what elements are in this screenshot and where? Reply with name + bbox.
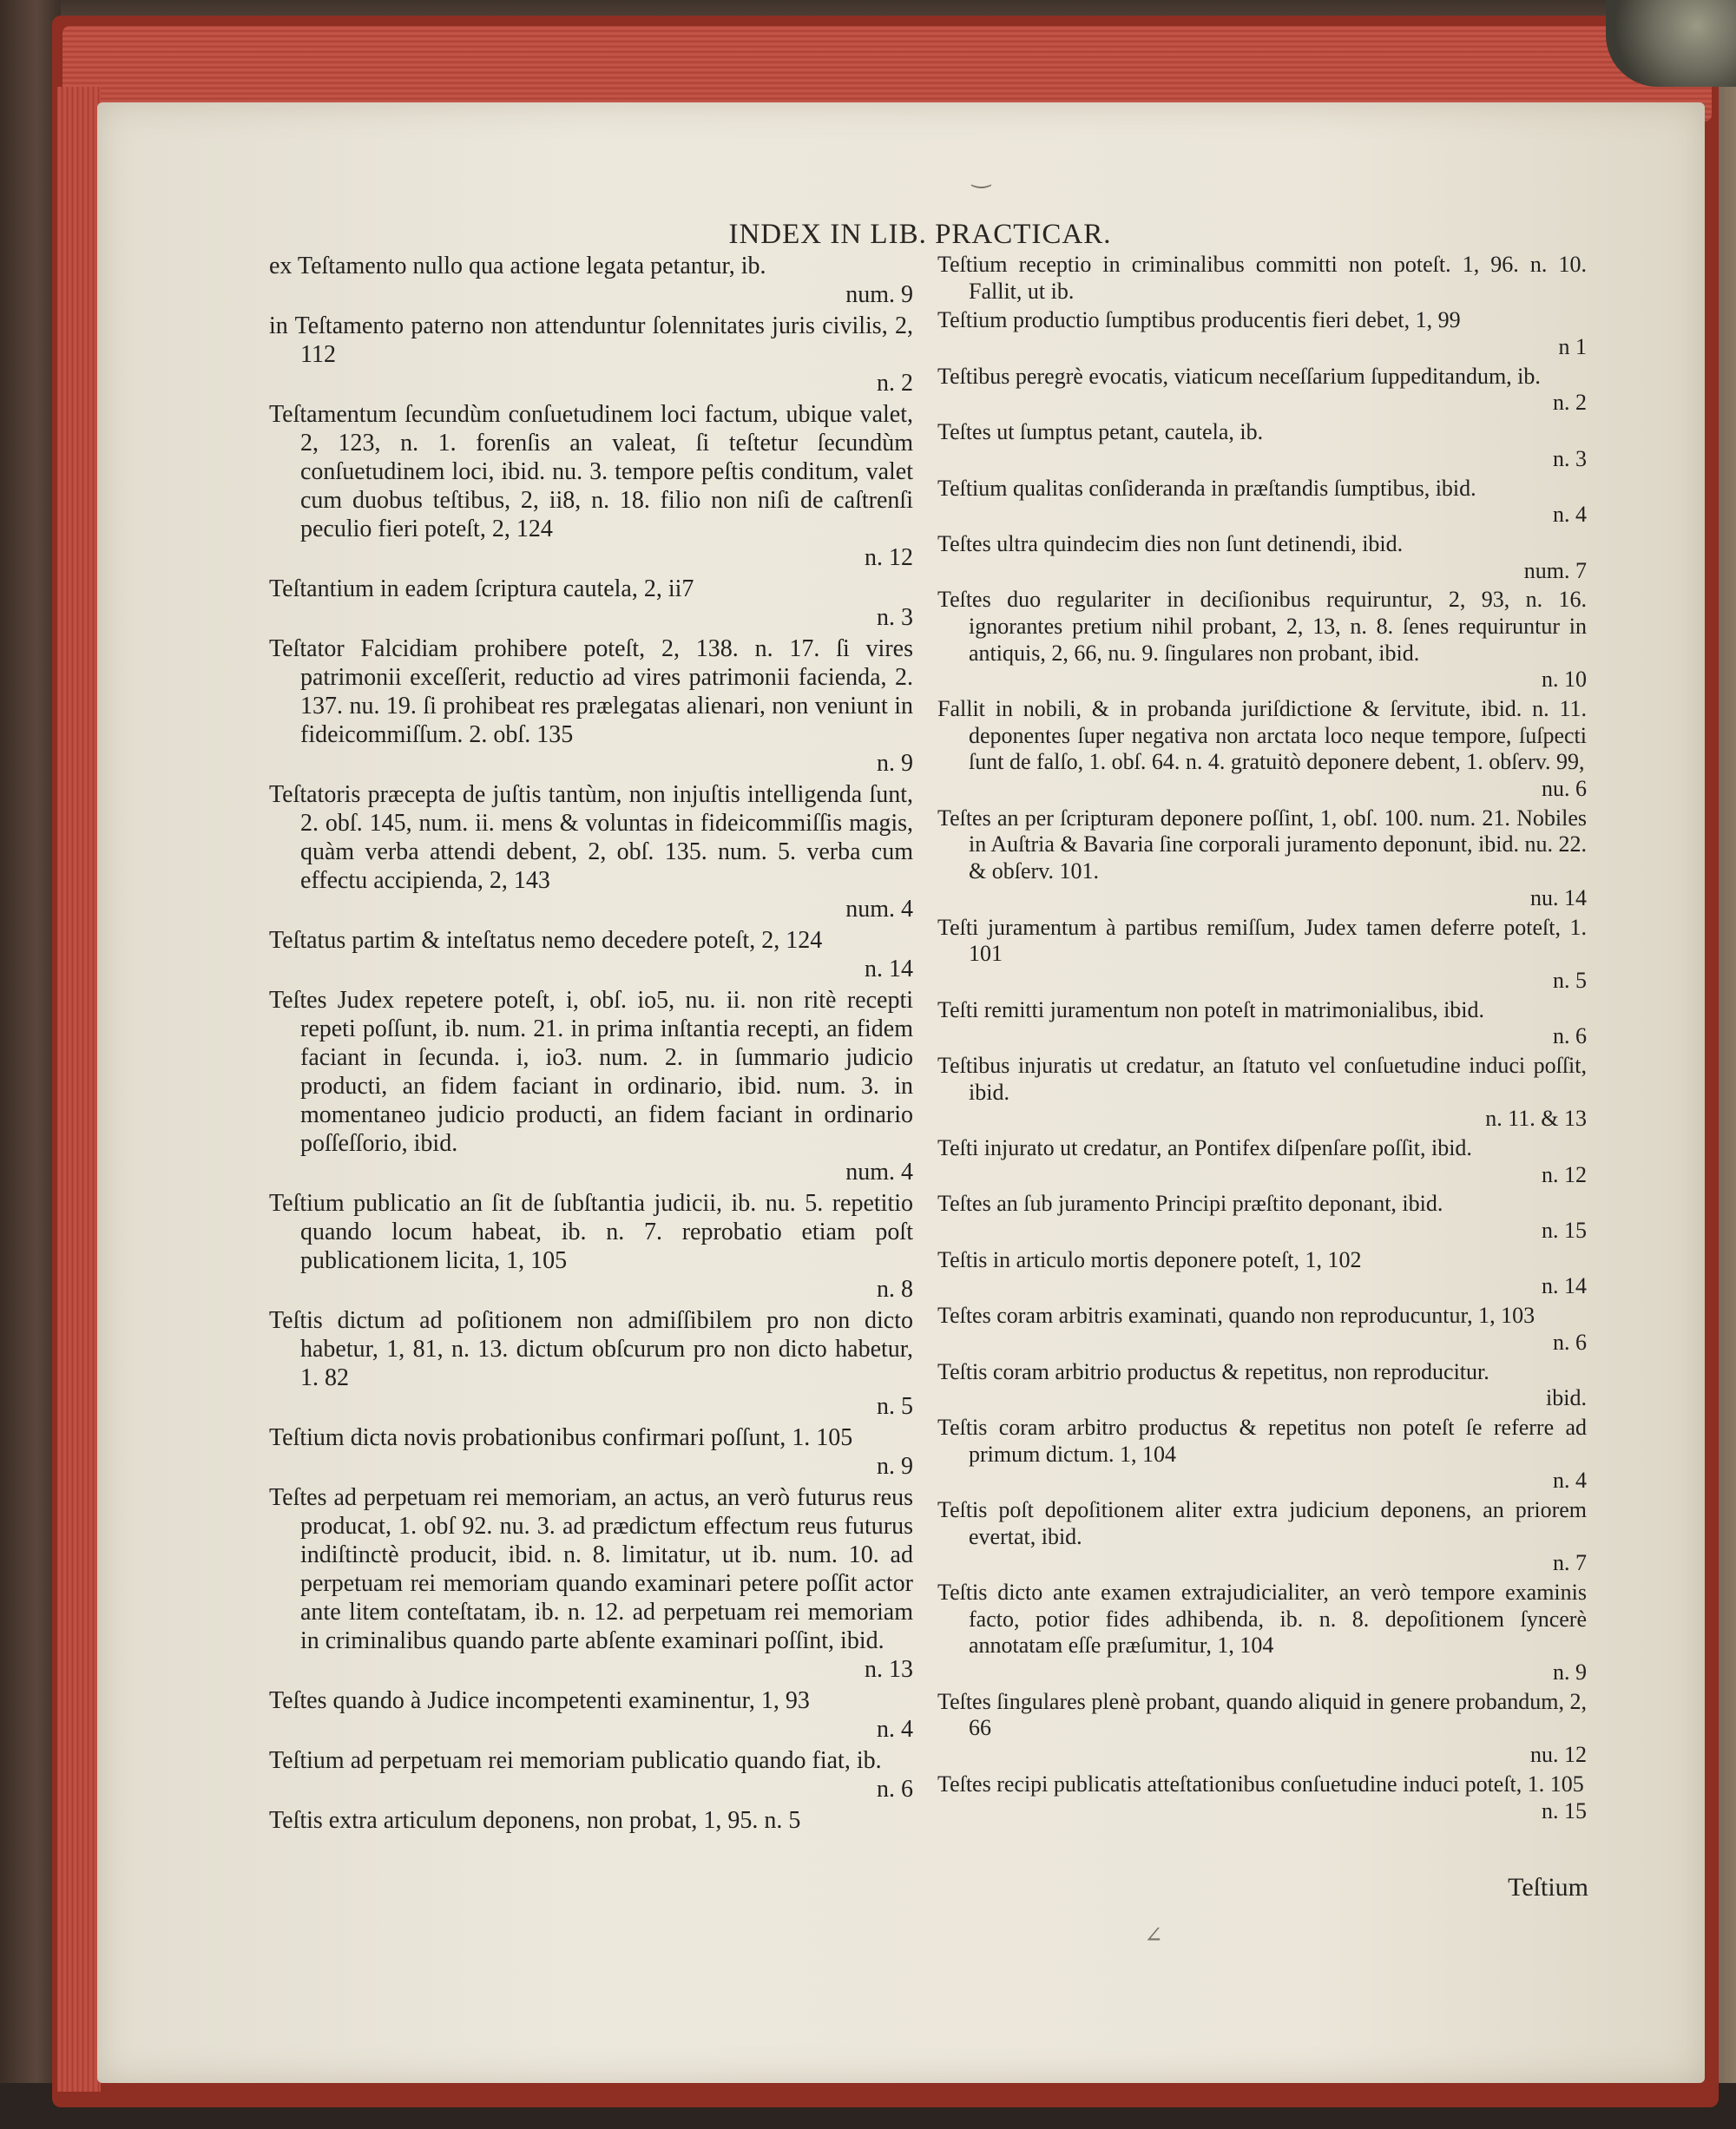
- entry-text: Teſtium receptio in criminalibus committi non poteſt. 1, 96. n. 10. Fallit, ut ib.: [937, 252, 1587, 304]
- entry-text: Teſti injurato ut credatur, an Pontifex diſpenſare poſſit, ibid.: [937, 1135, 1472, 1160]
- entry-text: Teſtes ad perpetuam rei memoriam, an actus, an verò futurus reus producat, 1. obſ 92. nu. 3. ad prædictum effectum reus futurus indiſtinctè producit, ibid. n. 8. limitatur, ut ib. num. 10. ad perpetuam rei memoriam quando examinari petere poſſit actor ante litem conteſtatam, ib. n. 12. ad perpetuam rei memoriam in criminalibus quando parte abſente examinari poſſint, ibid.: [269, 1484, 913, 1654]
- entry-text: Teſtium ad perpetuam rei memoriam publicatio quando fiat, ib.: [269, 1747, 882, 1774]
- entry-reference: n. 15: [1542, 1797, 1587, 1823]
- index-entry: [937, 1689, 1587, 1769]
- index-entry: [937, 1771, 1587, 1824]
- entry-reference: nu. 14: [1530, 884, 1587, 910]
- index-entry: [937, 1497, 1587, 1577]
- entry-reference: nu. 12: [1530, 1742, 1587, 1768]
- index-entry: [937, 1053, 1587, 1133]
- index-entry: [937, 1135, 1587, 1188]
- entry-reference: n. 9: [877, 750, 913, 777]
- entry-reference: n. 7: [1553, 1550, 1587, 1576]
- entry-text: Teſtis dicto ante examen extrajudicialiter, an verò tempore examinis facto, potior fides adhibenda, ib. n. 8. depoſitionem ſyncerè annotatam eſſe præſumitur, 1, 104: [937, 1580, 1587, 1659]
- pen-mark: ‿: [972, 163, 990, 188]
- entry-reference: num. 4: [845, 896, 913, 923]
- entry-text: Teſtes quando à Judice incompetenti examinentur, 1, 93: [269, 1687, 810, 1714]
- index-entry: [269, 1423, 913, 1481]
- index-entry: [937, 997, 1587, 1050]
- index-entry: [937, 476, 1587, 529]
- entry-text: Teſtes recipi publicatis atteſtationibus conſuetudine induci poteſt, 1. 105: [937, 1771, 1584, 1797]
- entry-reference: n 1: [1558, 334, 1587, 360]
- index-entry: [937, 364, 1587, 417]
- entry-reference: n. 5: [1553, 967, 1587, 993]
- entry-reference: n. 13: [865, 1656, 913, 1683]
- entry-reference: n. 12: [1542, 1161, 1587, 1187]
- index-entry: [937, 1359, 1587, 1412]
- entry-reference: num. 4: [845, 1159, 913, 1186]
- index-entry: [937, 1580, 1587, 1686]
- index-entry: [269, 1806, 913, 1835]
- entry-reference: ibid.: [1546, 1385, 1587, 1411]
- index-entry: [269, 986, 913, 1186]
- entry-reference: n. 15: [1542, 1218, 1587, 1244]
- entry-text: Teſtantium in eadem ſcriptura cautela, 2, ii7: [269, 575, 694, 602]
- entry-reference: n. 4: [1553, 502, 1587, 528]
- entry-text: Teſtatus partim & inteſtatus nemo decedere poteſt, 2, 124: [269, 927, 823, 954]
- index-entry: [937, 1247, 1587, 1300]
- entry-reference: n. 9: [877, 1453, 913, 1480]
- left-column: [269, 252, 913, 1837]
- index-entry: [269, 1686, 913, 1744]
- index-entry: [937, 307, 1587, 360]
- entry-reference: n. 9: [1553, 1659, 1587, 1685]
- entry-reference: num. 9: [845, 281, 913, 308]
- entry-text: Teſtibus injuratis ut credatur, an ſtatuto vel conſuetudine induci poſſit, ibid.: [937, 1052, 1587, 1105]
- index-entry: [269, 780, 913, 923]
- entry-reference: n. 4: [877, 1716, 913, 1743]
- index-entry: [937, 1415, 1587, 1495]
- metal-clasp: [1606, 0, 1736, 87]
- index-entry: [937, 587, 1587, 693]
- entry-text: Teſtis in articulo mortis deponere poteſt, 1, 102: [937, 1246, 1362, 1272]
- entry-reference: n. 11. & 13: [1485, 1106, 1587, 1132]
- index-entry: [937, 531, 1587, 584]
- entry-text: Teſtes Judex repetere poteſt, i, obſ. io5, nu. ii. non ritè recepti repeti poſſunt, ib. num. 21. in prima inſtantia recepti, an fidem faciant in ſecunda. i, io3. num. 2. in ſummario judicio producti, an fidem faciant in ordinario, ibid. num. 3. in momentaneo judicio producti, an fidem faciant in ordinario poſſeſſorio, ibid.: [269, 987, 913, 1157]
- index-entry: [269, 634, 913, 778]
- entry-text: Teſti juramentum à partibus remiſſum, Judex tamen deferre poteſt, 1. 101: [937, 914, 1587, 967]
- entry-reference: n. 5: [877, 1393, 913, 1420]
- entry-reference: n. 12: [865, 544, 913, 571]
- entry-text: Teſtis poſt depoſitionem aliter extra judicium deponens, an priorem evertat, ibid.: [937, 1496, 1587, 1549]
- index-entry: [937, 805, 1587, 912]
- entry-reference: n. 14: [865, 956, 913, 982]
- entry-reference: nu. 6: [1542, 776, 1587, 802]
- entry-reference: num. 7: [1523, 557, 1587, 583]
- entry-text: Teſtes ut ſumptus petant, cautela, ib.: [937, 419, 1264, 445]
- index-entry: [269, 400, 913, 572]
- entry-reference: n. 14: [1542, 1273, 1587, 1299]
- index-entry: [269, 1189, 913, 1304]
- index-entry: [269, 926, 913, 983]
- index-entry: [269, 1746, 913, 1804]
- entry-text: Teſtes ultra quindecim dies non ſunt detinendi, ibid.: [937, 530, 1404, 556]
- index-entry: [937, 915, 1587, 995]
- entry-text: Teſtes duo regulariter in deciſionibus requiruntur, 2, 93, n. 16. ignorantes pretium nihil probant, 2, 13, n. 8. ſenes requiruntur in antiquis, 2, 66, nu. 9. ſingulares non probant, ibid.: [937, 587, 1587, 666]
- entry-reference: n. 6: [1553, 1023, 1587, 1049]
- entry-text: in Teſtamento paterno non attenduntur ſolennitates juris civilis, 2, 112: [269, 312, 913, 368]
- index-entry: [937, 1303, 1587, 1356]
- page-title: INDEX IN LIB. PRACTICAR.: [728, 219, 1112, 250]
- index-entry: [269, 252, 913, 309]
- entry-text: Teſtatoris præcepta de juſtis tantùm, non injuſtis intelligenda ſunt, 2. obſ. 145, num. ii. mens & voluntas in fideicommiſſis magis, quàm verba attendi debent, 2, obſ. 135. num. 5. verba cum effectu accipienda, 2, 143: [269, 781, 913, 894]
- entry-text: Teſtis coram arbitro productus & repetitus non poteſt ſe referre ad primum dictum. 1, 104: [937, 1414, 1587, 1467]
- entry-reference: n. 2: [1553, 390, 1587, 416]
- entry-reference: n. 6: [877, 1776, 913, 1803]
- index-entry: [937, 696, 1587, 803]
- entry-text: ex Teſtamento nullo qua actione legata petantur, ib.: [269, 253, 766, 279]
- entry-reference: n. 3: [877, 604, 913, 631]
- entry-text: Teſtes an ſub juramento Principi præſtito deponant, ibid.: [937, 1191, 1443, 1217]
- entry-text: Teſtium qualitas conſideranda in præſtandis ſumptibus, ibid.: [937, 475, 1476, 501]
- catchword: Teſtium: [1508, 1873, 1588, 1902]
- index-entry: [937, 1191, 1587, 1244]
- index-entry: [937, 252, 1587, 305]
- entry-text: Teſtes ſingulares plenè probant, quando aliquid in genere probandum, 2, 66: [937, 1688, 1587, 1741]
- index-entry: [937, 419, 1587, 472]
- pen-mark: ∠: [1144, 1922, 1163, 1948]
- entry-text: Teſtes an per ſcripturam deponere poſſint, 1, obſ. 100. num. 21. Nobiles in Auſtria & Bavaria ſine corporali juramento deponunt, ibid. nu. 22. & obſerv. 101.: [937, 805, 1587, 884]
- entry-reference: n. 8: [877, 1276, 913, 1303]
- entry-text: Teſtis coram arbitrio productus & repetitus, non reproducitur.: [937, 1358, 1489, 1384]
- entry-text: Teſtium publicatio an ſit de ſubſtantia judicii, ib. nu. 5. repetitio quando locum habeat, ib. n. 7. reprobatio etiam poſt publicationem licita, 1, 105: [269, 1190, 913, 1274]
- entry-text: Teſtamentum ſecundùm conſuetudinem loci factum, ubique valet, 2, 123, n. 1. forenſis an valeat, ſi teſtetur ſecundùm conſuetudinem loci, ibid. nu. 3. tempore peſtis conditum, valet cum duobus teſtibus, 2, ii8, n. 18. filio non niſi de caſtrenſi peculio fieri poteſt, 2, 124: [269, 401, 913, 542]
- entry-text: Teſtis dictum ad poſitionem non admiſſibilem pro non dicto habetur, 1, 81, n. 13. dictum obſcurum pro non dicto habetur, 1. 82: [269, 1307, 913, 1391]
- page-edges-left: [57, 87, 101, 2092]
- entry-text: Teſtator Falcidiam prohibere poteſt, 2, 138. n. 17. ſi vires patrimonii exceſſerit, reductio ad vires patrimonii facienda, 2. 137. nu. 19. ſi prohibeat res prælegatas alienari, non veniunt in fideicommiſſum. 2. obſ. 135: [269, 635, 913, 748]
- entry-reference: n. 10: [1542, 667, 1587, 693]
- entry-text: Teſtes coram arbitris examinati, quando non reproducuntur, 1, 103: [937, 1303, 1535, 1329]
- entry-reference: n. 6: [1553, 1329, 1587, 1355]
- entry-reference: n. 3: [1553, 445, 1587, 471]
- index-entry: [269, 575, 913, 632]
- entry-reference: n. 2: [877, 370, 913, 397]
- right-column: [937, 252, 1587, 1827]
- entry-text: Teſti remitti juramentum non poteſt in matrimonialibus, ibid.: [937, 996, 1485, 1022]
- entry-text: Teſtis extra articulum deponens, non probat, 1, 95. n. 5: [269, 1807, 801, 1834]
- entry-text: Teſtibus peregrè evocatis, viaticum neceſſarium ſuppeditandum, ib.: [937, 363, 1541, 389]
- index-entry: [269, 1306, 913, 1421]
- entry-text: Teſtium dicta novis probationibus confirmari poſſunt, 1. 105: [269, 1424, 853, 1451]
- index-entry: [269, 312, 913, 398]
- entry-text: Teſtium productio ſumptibus producentis fieri debet, 1, 99: [937, 307, 1461, 333]
- entry-reference: n. 4: [1553, 1468, 1587, 1494]
- index-entry: [269, 1483, 913, 1684]
- entry-text: Fallit in nobili, & in probanda juriſdictione & ſervitute, ibid. n. 11. deponentes ſuper negativa non arctata loco neque tempore, ſuſpecti ſunt de falſo, 1. obſ. 64. n. 4. gratuitò deponere debent, 1. obſerv. 99,: [937, 696, 1587, 775]
